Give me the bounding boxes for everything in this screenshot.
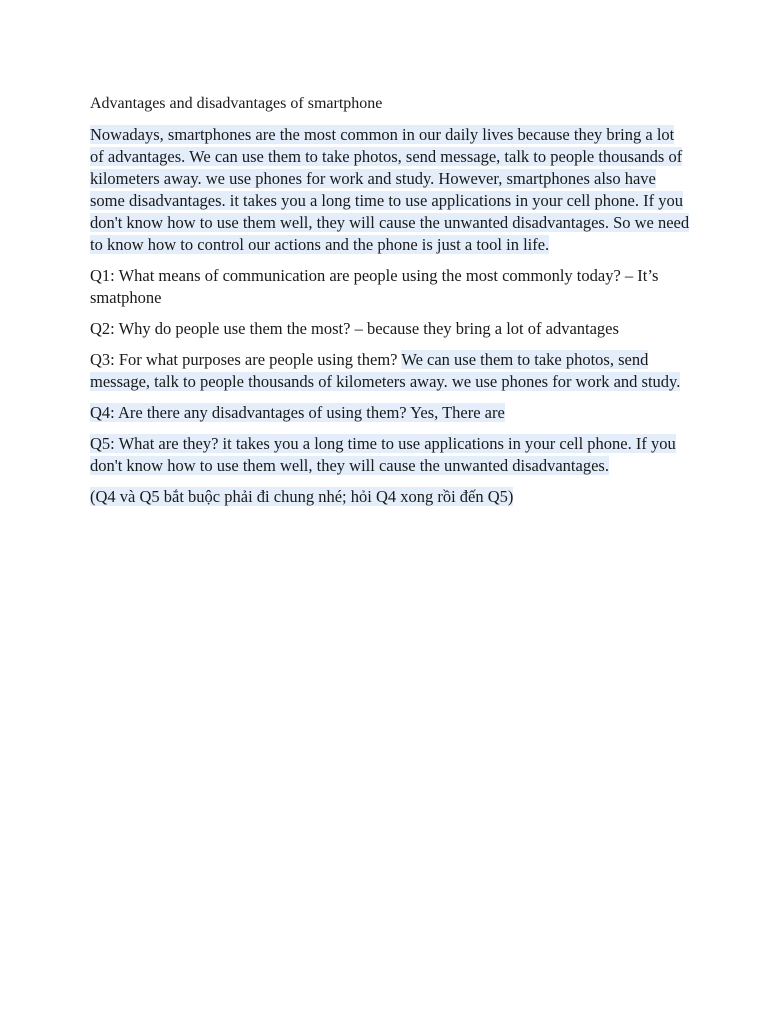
note-highlight: (Q4 và Q5 bắt buộc phải đi chung nhé; hỏi Q4 xong rồi đến Q5) bbox=[90, 487, 514, 506]
document-title: Advantages and disadvantages of smartphone bbox=[90, 95, 383, 112]
intro-paragraph bbox=[90, 124, 690, 256]
document-page bbox=[90, 93, 690, 517]
intro-highlight: Nowadays, smartphones are the most common in our daily lives because they bring a lot of advantages. We can use them to take photos, send message, talk to people thousands of kilometers away. we use phones for work and study. However, smartphones also have some disadvantages. it takes you a long time to use applications in your cell phone. If you don't know how to use them well, they will cause the unwanted disadvantages. So we need to know how to control our actions and the phone is just a tool in life. bbox=[90, 125, 690, 254]
question-5-highlight: Q5: What are they? it takes you a long time to use applications in your cell phone. If you don't know how to use them well, they will cause the unwanted disadvantages. bbox=[90, 434, 676, 475]
question-5 bbox=[90, 433, 690, 477]
question-4 bbox=[90, 402, 690, 424]
question-1: Q1: What means of communication are people using the most commonly today? – It’s smatphone bbox=[90, 266, 659, 307]
question-4-highlight: Q4: Are there any disadvantages of using them? Yes, There are bbox=[90, 403, 505, 422]
question-3 bbox=[90, 349, 690, 393]
note-paragraph bbox=[90, 486, 690, 508]
question-3-answer: We can use them to take photos, send message, talk to people thousands of kilometers away. we use phones for work and study. bbox=[90, 350, 681, 391]
question-2: Q2: Why do people use them the most? – because they bring a lot of advantages bbox=[90, 319, 619, 338]
question-3-prompt: Q3: For what purposes are people using them? bbox=[90, 350, 402, 369]
